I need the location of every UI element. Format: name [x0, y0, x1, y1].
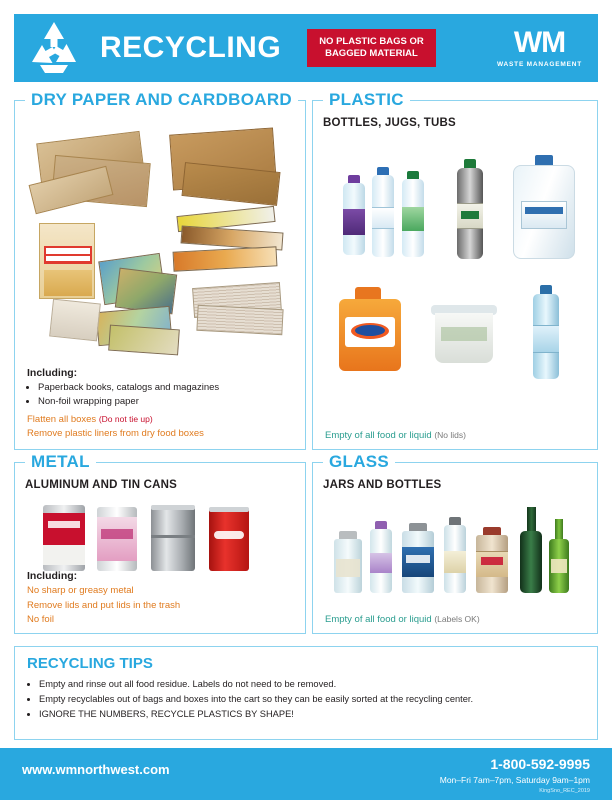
panel-dry-paper-cardboard	[14, 90, 306, 450]
la-croix-can-icon	[97, 507, 137, 571]
wm-logo-mark: WM	[513, 26, 566, 59]
paper-note-liners: Remove plastic liners from dry food boxes	[27, 427, 204, 439]
panel-metal-title: METAL	[31, 452, 90, 471]
yogurt-tub-icon	[431, 305, 497, 363]
header-bar	[14, 14, 598, 82]
campbells-soup-can-icon	[43, 505, 85, 571]
website-link[interactable]: www.wmnorthwest.com	[22, 762, 170, 777]
paper-note-flatten-main: Flatten all boxes	[27, 413, 99, 425]
newspaper-stack-icon	[196, 305, 283, 335]
tips-list	[27, 677, 585, 722]
glass-note-main: Empty of all food or liquid	[325, 614, 435, 625]
recycling-tips-panel	[14, 646, 598, 740]
paper-bullet-list	[27, 381, 295, 409]
tide-detergent-bottle-icon	[339, 287, 401, 371]
green-beer-bottle-icon	[549, 519, 569, 593]
wheat-thins-cereal-box-icon	[39, 223, 95, 299]
panel-plastic	[312, 90, 598, 450]
recycle-icon	[22, 16, 86, 80]
metal-image-collage	[25, 499, 295, 573]
panel-glass	[312, 452, 598, 634]
wrapping-paper-icon	[173, 246, 278, 271]
plastic-image-collage	[323, 137, 587, 409]
panel-plastic-body	[313, 101, 597, 449]
tips-title: RECYCLING TIPS	[27, 655, 153, 672]
panel-glass-title: GLASS	[329, 452, 390, 471]
clear-bottle-icon	[369, 521, 393, 593]
blue-label-jar-icon	[401, 523, 435, 593]
paper-note-flatten	[27, 413, 295, 427]
panel-plastic-title: PLASTIC	[329, 90, 404, 109]
contact-block	[440, 756, 590, 794]
glass-image-collage	[323, 499, 587, 599]
panel-paper-body	[15, 101, 305, 449]
list-item: • Empty and rinse out all food residue. Labels do not need to be removed.	[39, 677, 585, 692]
panel-glass-subtitle: JARS AND BOTTLES	[323, 479, 442, 491]
warning-line-1: NO PLASTIC BAGS OR	[319, 36, 424, 48]
document-code: KingSno_REC_2019	[539, 788, 590, 794]
plastic-note-main: Empty of all food or liquid	[325, 430, 435, 441]
glass-note-paren: (Labels OK)	[434, 614, 480, 624]
panel-metal-subtitle: ALUMINUM AND TIN CANS	[25, 479, 177, 491]
paper-image-collage	[25, 115, 295, 363]
metal-note-1: No sharp or greasy metal	[27, 585, 134, 597]
list-item: • Empty recyclables out of bags and boxes into the cart so they can be easily sorted at the recycling center.	[39, 692, 585, 707]
business-hours: Mon–Fri 7am–7pm, Saturday 9am–1pm	[439, 775, 590, 785]
green-label-water-bottle-icon	[401, 171, 425, 257]
panel-plastic-subtitle: BOTTLES, JUGS, TUBS	[323, 117, 456, 129]
list-item: • Non-foil wrapping paper	[38, 395, 295, 409]
salsa-jar-icon	[475, 527, 509, 593]
milk-jug-icon	[513, 155, 575, 259]
catalogs-icon	[108, 325, 180, 356]
plastic-note-paren: (No lids)	[434, 430, 466, 440]
metal-including-label: Including:	[27, 570, 78, 583]
glass-note-text	[325, 614, 587, 625]
wm-logo	[497, 28, 582, 68]
list-item: • IGNORE THE NUMBERS, RECYCLE PLASTICS BY SHAPE!	[39, 707, 585, 722]
dark-green-wine-bottle-icon	[519, 507, 543, 593]
plastic-note-text	[325, 430, 587, 441]
page-title: RECYCLING	[100, 31, 282, 64]
panel-metal	[14, 452, 306, 634]
warning-line-2: BAGGED MATERIAL	[325, 48, 418, 59]
paper-including-label: Including:	[27, 366, 78, 379]
panel-metal-body	[15, 463, 305, 633]
no-plastic-bags-badge	[307, 29, 436, 67]
metal-note-3: No foil	[27, 613, 54, 625]
clear-water-bottle-icon	[371, 167, 395, 257]
paper-note-flatten-paren: (Do not tie up)	[98, 413, 153, 424]
panel-glass-body	[313, 463, 597, 633]
footer-bar	[0, 748, 612, 800]
metal-notes	[27, 570, 295, 627]
clear-jar-icon	[333, 531, 363, 593]
panel-paper-title: DRY PAPER AND CARDBOARD	[31, 90, 292, 109]
phone-number[interactable]: 1-800-592-9995	[490, 756, 590, 772]
paper-stack-icon	[49, 299, 101, 342]
list-item: • Paperback books, catalogs and magazines	[38, 381, 295, 395]
soda-bottle-icon	[455, 159, 485, 259]
tall-clear-bottle-icon	[443, 517, 467, 593]
tin-can-icon	[151, 505, 195, 571]
glass-note	[325, 614, 587, 625]
metal-note-2: Remove lids and put lids in the trash	[27, 599, 181, 611]
purple-water-bottle-icon	[341, 175, 367, 255]
paper-notes	[27, 367, 295, 441]
blue-bottle-icon	[531, 285, 561, 379]
wm-logo-subtitle: WASTE MANAGEMENT	[496, 61, 582, 68]
coca-cola-can-icon	[209, 507, 249, 571]
plastic-note	[325, 430, 587, 441]
